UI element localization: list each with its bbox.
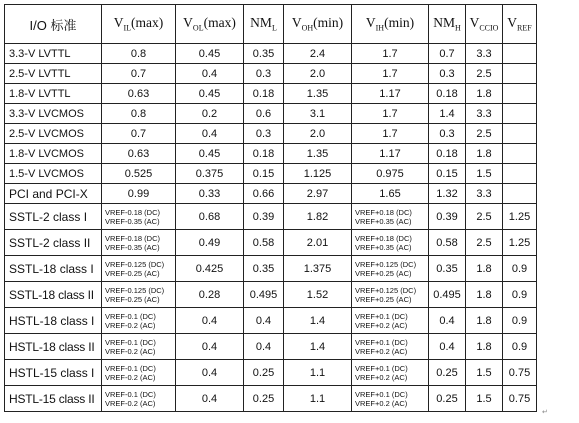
table-row <box>5 334 537 360</box>
cell-vref: 0.75 <box>503 360 537 386</box>
paragraph-mark: ↵ <box>542 408 548 416</box>
table-row <box>5 386 537 412</box>
cell-vil <box>102 204 176 230</box>
cell-vccio: 2.5 <box>466 204 503 230</box>
cell-vol: 0.375 <box>176 164 244 184</box>
cell-vol: 0.425 <box>176 256 244 282</box>
vih-ac-text: VREF+0.2 (AC) <box>355 346 408 356</box>
cell-vol: 0.45 <box>176 144 244 164</box>
vil-dc-text: VREF-0.125 (DC) <box>105 259 165 269</box>
cell-nml: 0.35 <box>244 256 284 282</box>
vih-dc-text: VREF+0.18 (DC) <box>355 233 412 243</box>
vih-dc-text: VREF+0.125 (DC) <box>355 259 417 269</box>
table-row <box>5 308 537 334</box>
cell-vref: 0.9 <box>503 334 537 360</box>
cell-vil: 0.525 <box>102 164 176 184</box>
cell-voh: 1.1 <box>284 386 352 412</box>
col-header-vol-max: $V_{OL}(\max)$ <box>176 5 244 44</box>
cell-vref: 0.75 <box>503 386 537 412</box>
cell-vref <box>503 44 537 64</box>
cell-vih: 1.65 <box>352 184 429 204</box>
cell-vih <box>352 360 429 386</box>
cell-voh: 1.375 <box>284 256 352 282</box>
cell-nmh: 0.3 <box>429 124 466 144</box>
vil-ac-text: VREF-0.25 (AC) <box>105 294 160 304</box>
cell-vccio: 2.5 <box>466 124 503 144</box>
cell-voh: 2.01 <box>284 230 352 256</box>
cell-vref <box>503 104 537 124</box>
cell-nmh: 0.39 <box>429 204 466 230</box>
vil-dc-text: VREF-0.1 (DC) <box>105 337 156 347</box>
col-header-vref: $V_{REF}$ <box>503 5 537 44</box>
cell-nml: 0.39 <box>244 204 284 230</box>
cell-vil: 0.8 <box>102 44 176 64</box>
cell-voh: 1.35 <box>284 144 352 164</box>
vih-dc-text: VREF+0.1 (DC) <box>355 337 408 347</box>
vil-dc-text: VREF-0.1 (DC) <box>105 311 156 321</box>
cell-nml: 0.4 <box>244 334 284 360</box>
cell-vref: 1.25 <box>503 204 537 230</box>
cell-io-standard: 2.5-V LVTTL <box>5 64 102 84</box>
vih-dc-text: VREF+0.1 (DC) <box>355 311 408 321</box>
cell-nmh: 0.15 <box>429 164 466 184</box>
cell-vccio: 1.8 <box>466 256 503 282</box>
col-header-io-standard: I/O 标准 <box>5 5 102 44</box>
cell-io-standard: HSTL-15 class II <box>5 386 102 412</box>
cell-io-standard: SSTL-2 class II <box>5 230 102 256</box>
col-header-vih-min: $V_{IH}(\min)$ <box>352 5 429 44</box>
cell-vccio: 2.5 <box>466 64 503 84</box>
cell-nmh: 0.25 <box>429 386 466 412</box>
cell-nml: 0.25 <box>244 360 284 386</box>
cell-nml: 0.4 <box>244 308 284 334</box>
table-row <box>5 124 537 144</box>
cell-vol: 0.4 <box>176 124 244 144</box>
cell-nml: 0.15 <box>244 164 284 184</box>
io-standards-table-container <box>4 4 536 412</box>
cell-nmh: 0.7 <box>429 44 466 64</box>
vih-ac-text: VREF+0.25 (AC) <box>355 268 412 278</box>
col-header-nml: $NM_L$ <box>244 5 284 44</box>
vil-ac-text: VREF-0.35 (AC) <box>105 242 160 252</box>
col-header-vccio: $V_{CCIO}$ <box>466 5 503 44</box>
cell-vref <box>503 144 537 164</box>
cell-vref <box>503 184 537 204</box>
cell-nml: 0.58 <box>244 230 284 256</box>
cell-io-standard: SSTL-2 class I <box>5 204 102 230</box>
vih-ac-text: VREF+0.35 (AC) <box>355 216 412 226</box>
cell-vil <box>102 360 176 386</box>
vih-ac-text: VREF+0.2 (AC) <box>355 372 408 382</box>
cell-voh: 2.97 <box>284 184 352 204</box>
col-header-vil-max: $V_{IL}(\max)$ <box>102 5 176 44</box>
cell-io-standard: 1.5-V LVCMOS <box>5 164 102 184</box>
cell-voh: 1.1 <box>284 360 352 386</box>
cell-nml: 0.6 <box>244 104 284 124</box>
cell-vih: 1.7 <box>352 124 429 144</box>
cell-vil <box>102 282 176 308</box>
cell-nmh: 0.18 <box>429 144 466 164</box>
cell-vccio: 1.8 <box>466 282 503 308</box>
cell-vol: 0.2 <box>176 104 244 124</box>
cell-vccio: 1.8 <box>466 144 503 164</box>
vil-ac-text: VREF-0.2 (AC) <box>105 398 156 408</box>
cell-vil: 0.63 <box>102 84 176 104</box>
cell-vref <box>503 84 537 104</box>
cell-io-standard: 2.5-V LVCMOS <box>5 124 102 144</box>
cell-vref: 0.9 <box>503 256 537 282</box>
vil-dc-text: VREF-0.1 (DC) <box>105 389 156 399</box>
vil-ac-text: VREF-0.2 (AC) <box>105 372 156 382</box>
cell-vccio: 3.3 <box>466 44 503 64</box>
cell-vol: 0.4 <box>176 64 244 84</box>
cell-voh: 1.35 <box>284 84 352 104</box>
vil-dc-text: VREF-0.18 (DC) <box>105 233 161 243</box>
cell-vol: 0.45 <box>176 84 244 104</box>
cell-vref: 0.9 <box>503 282 537 308</box>
vih-ac-text: VREF+0.2 (AC) <box>355 398 408 408</box>
cell-vil: 0.63 <box>102 144 176 164</box>
cell-vih <box>352 256 429 282</box>
cell-vccio: 1.8 <box>466 334 503 360</box>
cell-vol: 0.45 <box>176 44 244 64</box>
cell-nmh: 0.495 <box>429 282 466 308</box>
table-row <box>5 144 537 164</box>
cell-io-standard: SSTL-18 class I <box>5 256 102 282</box>
cell-voh: 3.1 <box>284 104 352 124</box>
vil-dc-text: VREF-0.1 (DC) <box>105 363 156 373</box>
cell-vccio: 3.3 <box>466 104 503 124</box>
header-row <box>5 5 537 44</box>
vil-dc-text: VREF-0.18 (DC) <box>105 207 161 217</box>
cell-vil <box>102 230 176 256</box>
cell-vol: 0.4 <box>176 308 244 334</box>
cell-vil: 0.7 <box>102 124 176 144</box>
cell-vccio: 1.8 <box>466 84 503 104</box>
cell-nml: 0.25 <box>244 386 284 412</box>
cell-vih <box>352 386 429 412</box>
cell-vccio: 1.5 <box>466 164 503 184</box>
vih-dc-text: VREF+0.125 (DC) <box>355 285 417 295</box>
cell-nmh: 0.35 <box>429 256 466 282</box>
cell-io-standard: 3.3-V LVCMOS <box>5 104 102 124</box>
table-row <box>5 184 537 204</box>
cell-vil <box>102 256 176 282</box>
table-row <box>5 44 537 64</box>
cell-voh: 1.52 <box>284 282 352 308</box>
cell-io-standard: SSTL-18 class II <box>5 282 102 308</box>
cell-vol: 0.4 <box>176 360 244 386</box>
vih-dc-text: VREF+0.18 (DC) <box>355 207 412 217</box>
cell-nmh: 0.58 <box>429 230 466 256</box>
cell-nmh: 1.32 <box>429 184 466 204</box>
cell-voh: 1.4 <box>284 334 352 360</box>
cell-vol: 0.28 <box>176 282 244 308</box>
cell-vih <box>352 282 429 308</box>
cell-voh: 1.4 <box>284 308 352 334</box>
cell-vref: 0.9 <box>503 308 537 334</box>
cell-vol: 0.68 <box>176 204 244 230</box>
vil-ac-text: VREF-0.25 (AC) <box>105 268 160 278</box>
cell-nml: 0.18 <box>244 144 284 164</box>
cell-vol: 0.4 <box>176 386 244 412</box>
cell-io-standard: 1.8-V LVTTL <box>5 84 102 104</box>
cell-nmh: 0.4 <box>429 334 466 360</box>
table-row <box>5 282 537 308</box>
cell-vccio: 1.5 <box>466 386 503 412</box>
cell-nml: 0.66 <box>244 184 284 204</box>
cell-vil <box>102 334 176 360</box>
cell-io-standard: PCI and PCI-X <box>5 184 102 204</box>
cell-nml: 0.35 <box>244 44 284 64</box>
cell-nml: 0.3 <box>244 64 284 84</box>
cell-vih: 1.7 <box>352 44 429 64</box>
vih-ac-text: VREF+0.35 (AC) <box>355 242 412 252</box>
cell-voh: 2.0 <box>284 64 352 84</box>
cell-vil <box>102 386 176 412</box>
cell-nmh: 0.25 <box>429 360 466 386</box>
table-row <box>5 204 537 230</box>
vih-dc-text: VREF+0.1 (DC) <box>355 389 408 399</box>
cell-nml: 0.495 <box>244 282 284 308</box>
cell-vol: 0.4 <box>176 334 244 360</box>
cell-io-standard: HSTL-18 class II <box>5 334 102 360</box>
cell-vih: 1.17 <box>352 84 429 104</box>
cell-nmh: 0.4 <box>429 308 466 334</box>
io-standards-table <box>4 4 537 412</box>
vih-dc-text: VREF+0.1 (DC) <box>355 363 408 373</box>
cell-vccio: 1.8 <box>466 308 503 334</box>
table-row <box>5 256 537 282</box>
cell-vccio: 3.3 <box>466 184 503 204</box>
cell-vih <box>352 230 429 256</box>
cell-nmh: 1.4 <box>429 104 466 124</box>
col-header-voh-min: $V_{OH}(\min)$ <box>284 5 352 44</box>
cell-vol: 0.33 <box>176 184 244 204</box>
cell-vih <box>352 334 429 360</box>
cell-voh: 1.125 <box>284 164 352 184</box>
cell-voh: 2.0 <box>284 124 352 144</box>
cell-voh: 1.82 <box>284 204 352 230</box>
table-row <box>5 104 537 124</box>
cell-vih: 0.975 <box>352 164 429 184</box>
cell-io-standard: 3.3-V LVTTL <box>5 44 102 64</box>
cell-vccio: 2.5 <box>466 230 503 256</box>
cell-voh: 2.4 <box>284 44 352 64</box>
cell-io-standard: HSTL-15 class I <box>5 360 102 386</box>
cell-vol: 0.49 <box>176 230 244 256</box>
cell-vih: 1.7 <box>352 104 429 124</box>
cell-nmh: 0.18 <box>429 84 466 104</box>
table-row <box>5 230 537 256</box>
col-header-nmh: $NM_H$ <box>429 5 466 44</box>
vil-ac-text: VREF-0.2 (AC) <box>105 320 156 330</box>
vil-dc-text: VREF-0.125 (DC) <box>105 285 165 295</box>
cell-nml: 0.3 <box>244 124 284 144</box>
cell-vref <box>503 164 537 184</box>
cell-vil: 0.7 <box>102 64 176 84</box>
table-row <box>5 84 537 104</box>
cell-nml: 0.18 <box>244 84 284 104</box>
vil-ac-text: VREF-0.2 (AC) <box>105 346 156 356</box>
table-row <box>5 64 537 84</box>
cell-io-standard: 1.8-V LVCMOS <box>5 144 102 164</box>
cell-vref <box>503 64 537 84</box>
vih-ac-text: VREF+0.25 (AC) <box>355 294 412 304</box>
table-row <box>5 164 537 184</box>
cell-nmh: 0.3 <box>429 64 466 84</box>
vil-ac-text: VREF-0.35 (AC) <box>105 216 160 226</box>
cell-vil: 0.99 <box>102 184 176 204</box>
cell-vil: 0.8 <box>102 104 176 124</box>
cell-vih <box>352 308 429 334</box>
table-row <box>5 360 537 386</box>
cell-vih: 1.7 <box>352 64 429 84</box>
cell-io-standard: HSTL-18 class I <box>5 308 102 334</box>
cell-vih: 1.17 <box>352 144 429 164</box>
cell-vccio: 1.5 <box>466 360 503 386</box>
cell-vil <box>102 308 176 334</box>
cell-vih <box>352 204 429 230</box>
cell-vref <box>503 124 537 144</box>
cell-vref: 1.25 <box>503 230 537 256</box>
vih-ac-text: VREF+0.2 (AC) <box>355 320 408 330</box>
